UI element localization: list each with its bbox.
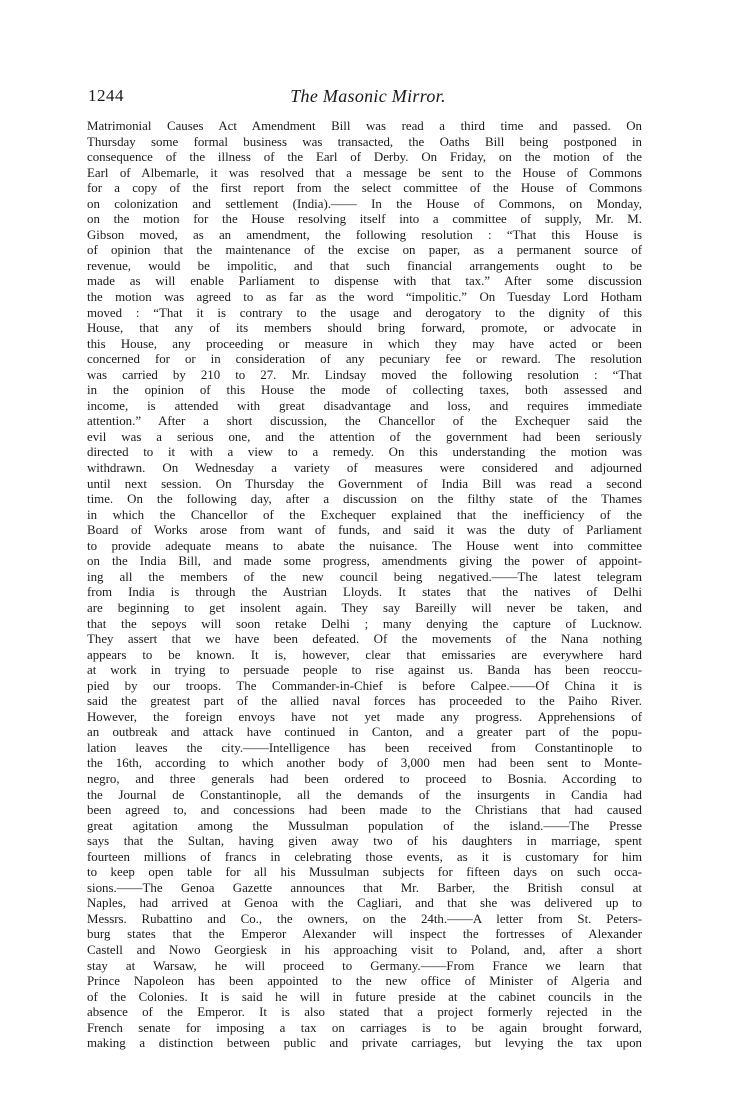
text-line: great agitation among the Mussulman population of the island.——The Presse [87,818,642,833]
article-body [87,119,642,1052]
text-line: been agreed to, and concessions had been made to the Christians that had caused [87,803,642,818]
text-line: consequence of the illness of the Earl of Derby. On Friday, on the motion of the [87,150,642,165]
text-line: Messrs. Rubattino and Co., the owners, on the 24th.——A letter from St. Peters- [87,911,642,926]
text-line: on colonization and settlement (India).—— In the House of Commons, on Monday, [87,196,642,211]
text-line: negro, and three generals had been ordered to proceed to Bosnia. According to [87,771,642,786]
text-line: moved : “That it is contrary to the usage and derogatory to the dignity of this [87,305,642,320]
running-title: The Masonic Mirror. [290,86,446,106]
text-line: evil was a serious one, and the attention of the government had been seriously [87,429,642,444]
text-line: said the greatest part of the allied naval forces has proceeded to the Paiho River. [87,694,642,709]
text-line: appears to be known. It is, however, clear that emissaries are everywhere hard [87,647,642,662]
text-line: the Journal de Constantinople, all the demands of the insurgents in Candia had [87,787,642,802]
text-line: time. On the following day, after a discussion on the filthy state of the Thames [87,492,642,507]
text-line: says that the Sultan, having given away two of his daughters in marriage, spent [87,834,642,849]
text-line: income, is attended with great disadvantage and loss, and requires immediate [87,398,642,413]
text-line: that the sepoys will soon retake Delhi ; many denying the capture of Lucknow. [87,616,642,631]
text-line: stay at Warsaw, he will proceed to Germany.——From France we learn that [87,958,642,973]
text-line: However, the foreign envoys have not yet made any progress. Apprehensions of [87,709,642,724]
text-line: in the opinion of this House the mode of collecting taxes, both assessed and [87,383,642,398]
text-line: was carried by 210 to 27. Mr. Lindsay moved the following resolution : “That [87,367,642,382]
text-line: of opinion that the maintenance of the excise on paper, as a permanent source of [87,243,642,258]
text-line: until next session. On Thursday the Government of India Bill was read a second [87,476,642,491]
text-line: Board of Works arose from want of funds, and said it was the duty of Parliament [87,523,642,538]
text-line: Prince Napoleon has been appointed to the new office of Minister of Algeria and [87,974,642,989]
text-line: to provide adequate means to abate the nuisance. The House went into committee [87,538,642,553]
text-line: to keep open table for all his Mussulman subjects for fifteen days on such occa- [87,865,642,880]
text-line: from India is through the Austrian Lloyds. It states that the natives of Delhi [87,585,642,600]
text-line: directed to it with a view to a remedy. On this understanding the motion was [87,445,642,460]
text-line: Thursday some formal business was transacted, the Oaths Bill being postponed in [87,134,642,149]
text-line: on the India Bill, and made some progress, amendments giving the power of appoint- [87,554,642,569]
text-line: Earl of Albemarle, it was resolved that a message be sent to the House of Commons [87,165,642,180]
text-line: in which the Chancellor of the Exchequer explained that the inefficiency of the [87,507,642,522]
text-line: attention.” After a short discussion, the Chancellor of the Exchequer said the [87,414,642,429]
text-line: Naples, had arrived at Genoa with the Cagliari, and that she was delivered up to [87,896,642,911]
text-line: House, that any of its members should bring forward, promote, or advocate in [87,321,642,336]
page-header [88,86,648,108]
text-line: for a copy of the first report from the select committee of the House of Commons [87,181,642,196]
text-line: the 16th, according to which another body of 3,000 men had been sent to Monte- [87,756,642,771]
text-line: absence of the Emperor. It is also stated that a project formerly rejected in the [87,1005,642,1020]
text-line: the motion was agreed to as far as the word “impolitic.” On Tuesday Lord Hotham [87,290,642,305]
text-line: made as will enable Parliament to dispense with that tax.” After some discussion [87,274,642,289]
text-line: this House, any proceeding or measure in which they may have acted or been [87,336,642,351]
text-line: fourteen millions of francs in celebrating those events, as it is customary for him [87,849,642,864]
text-line: withdrawn. On Wednesday a variety of measures were considered and adjourned [87,461,642,476]
text-line: Matrimonial Causes Act Amendment Bill was read a third time and passed. On [87,119,642,133]
text-line: French senate for imposing a tax on carriages is to be again brought forward, [87,1020,642,1035]
text-line: are beginning to get insolent again. They say Bareilly will never be taken, and [87,600,642,615]
text-line: at work in trying to persuade people to rise against us. Banda has been reoccu- [87,663,642,678]
text-line: making a distinction between public and private carriages, but levying the tax upon [87,1036,642,1051]
text-line: lation leaves the city.——Intelligence has been received from Constantinople to [87,740,642,755]
text-line: pied by our troops. The Commander-in-Chief is before Calpee.——Of China it is [87,678,642,693]
text-line: They assert that we have been defeated. Of the movements of the Nana nothing [87,632,642,647]
text-line: Gibson moved, as an amendment, the following resolution : “That this House is [87,227,642,242]
text-line: burg states that the Emperor Alexander will inspect the fortresses of Alexander [87,927,642,942]
page-number: 1244 [88,86,124,105]
text-line: on the motion for the House resolving itself into a committee of supply, Mr. M. [87,212,642,227]
text-line: sions.——The Genoa Gazette announces that Mr. Barber, the British consul at [87,880,642,895]
text-line: of the Colonies. It is said he will in future preside at the cabinet councils in the [87,989,642,1004]
text-line: Castell and Nowo Georgiesk in his approaching visit to Poland, and, after a short [87,942,642,957]
text-line: an outbreak and attack have continued in Canton, and a greater part of the popu- [87,725,642,740]
text-line: ing all the members of the new council being negatived.——The latest telegram [87,569,642,584]
text-line: concerned for or in consideration of any pecuniary fee or reward. The resolution [87,352,642,367]
text-line: revenue, would be impolitic, and that such financial arrangements ought to be [87,258,642,273]
